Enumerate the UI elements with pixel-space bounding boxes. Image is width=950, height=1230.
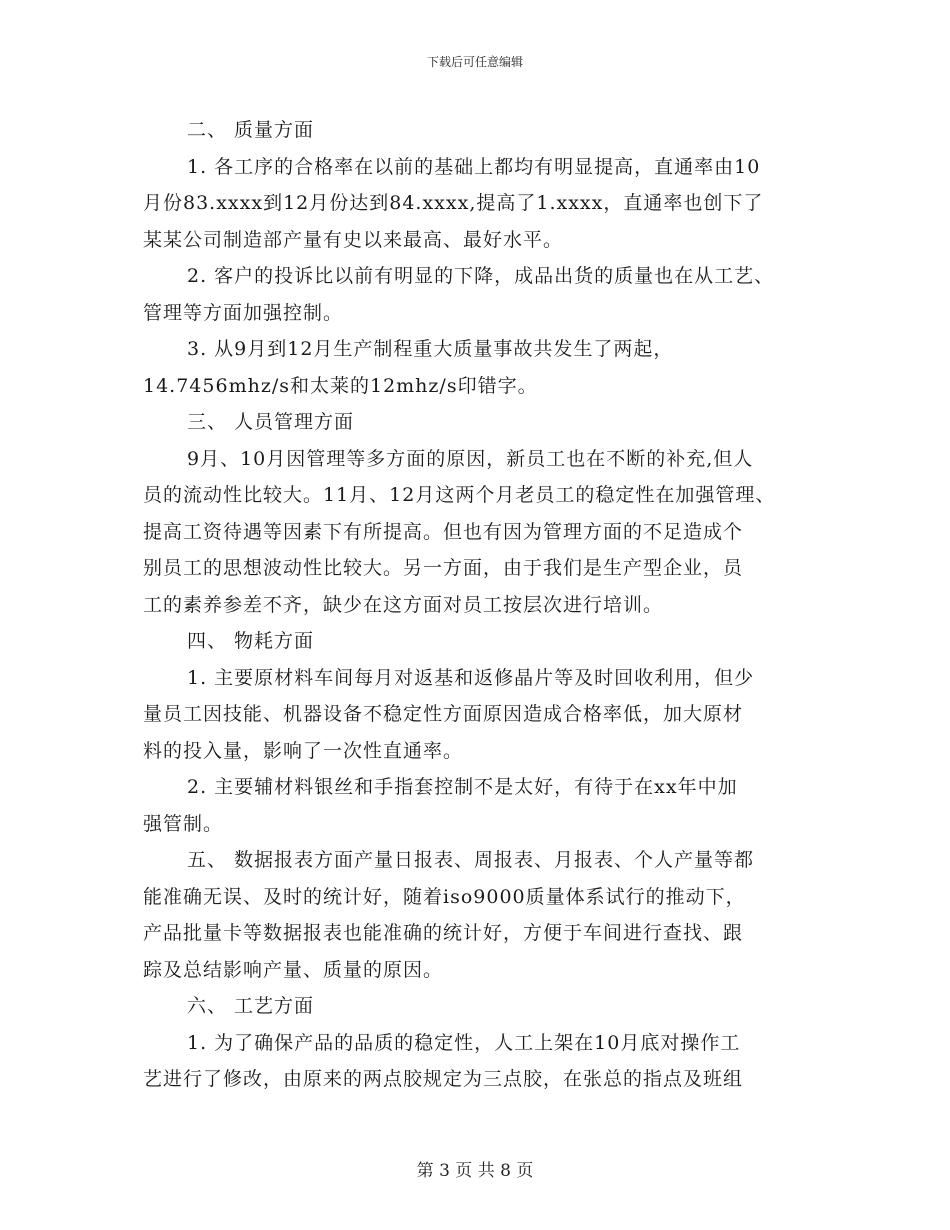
text-line: 1. 各工序的合格率在以前的基础上都均有明显提高，直通率由10: [187, 155, 761, 178]
text-line: 强管制。: [143, 812, 224, 835]
page-header: 下载后可任意编辑: [426, 55, 523, 69]
text-line: 量员工因技能、机器设备不稳定性方面原因造成合格率低，加大原材: [143, 703, 744, 725]
text-line: 2. 客户的投诉比以前有明显的下降，成品出货的质量也在从工艺、: [187, 265, 775, 287]
text-line: 管理等方面加强控制。: [143, 301, 344, 324]
text-line: 四、 物耗方面: [187, 630, 315, 652]
text-line: 2. 主要辅材料银丝和手指套控制不是太好，有待于在xx年中加: [187, 776, 738, 798]
text-line: 能准确无误、及时的统计好，随着iso9000质量体系试行的推动下，: [143, 885, 746, 908]
text-line: 料的投入量，影响了一次性直通率。: [143, 739, 464, 762]
text-line: 踪及总结影响产量、质量的原因。: [143, 958, 444, 981]
text-line: 三、 人员管理方面: [187, 411, 355, 433]
text-line: 员的流动性比较大。11月、12月这两个月老员工的稳定性在加强管理、: [143, 484, 776, 506]
text-line: 五、 数据报表方面产量日报表、周报表、月报表、个人产量等都: [187, 849, 755, 871]
text-line: 别员工的思想波动性比较大。另一方面，由于我们是生产型企业，员: [143, 557, 744, 579]
text-line: 产品批量卡等数据报表也能准确的统计好，方便于车间进行查找、跟: [143, 922, 744, 944]
text-line: 二、 质量方面: [187, 119, 315, 141]
text-line: 3. 从9月到12月生产制程重大质量事故共发生了两起，: [187, 338, 674, 360]
text-line: 工的素养参差不齐，缺少在这方面对员工按层次进行培训。: [143, 593, 664, 616]
text-line: 月份83.xxxx到12月份达到84.xxxx,提高了1.xxxx，直通率也创下了: [143, 192, 764, 214]
document-body: [143, 112, 843, 1098]
text-line: 提高工资待遇等因素下有所提高。但也有因为管理方面的不足造成个: [143, 520, 744, 543]
text-line: 1. 主要原材料车间每月对返基和返修晶片等及时回收利用，但少: [187, 666, 755, 689]
text-line: 某某公司制造部产量有史以来最高、最好水平。: [143, 228, 564, 251]
page-footer: 第 3 页 共 8 页: [416, 1161, 534, 1181]
text-line: 9月、10月因管理等多方面的原因，新员工也在不断的补充,但人: [187, 447, 754, 470]
text-line: 六、 工艺方面: [187, 995, 315, 1017]
text-line: 14.7456mhz/s和太莱的12mhz/s印错字。: [143, 374, 538, 397]
text-line: 1. 为了确保产品的品质的稳定性，人工上架在10月底对操作工: [187, 1031, 741, 1054]
text-line: 艺进行了修改，由原来的两点胶规定为三点胶，在张总的指点及班组: [143, 1068, 744, 1090]
